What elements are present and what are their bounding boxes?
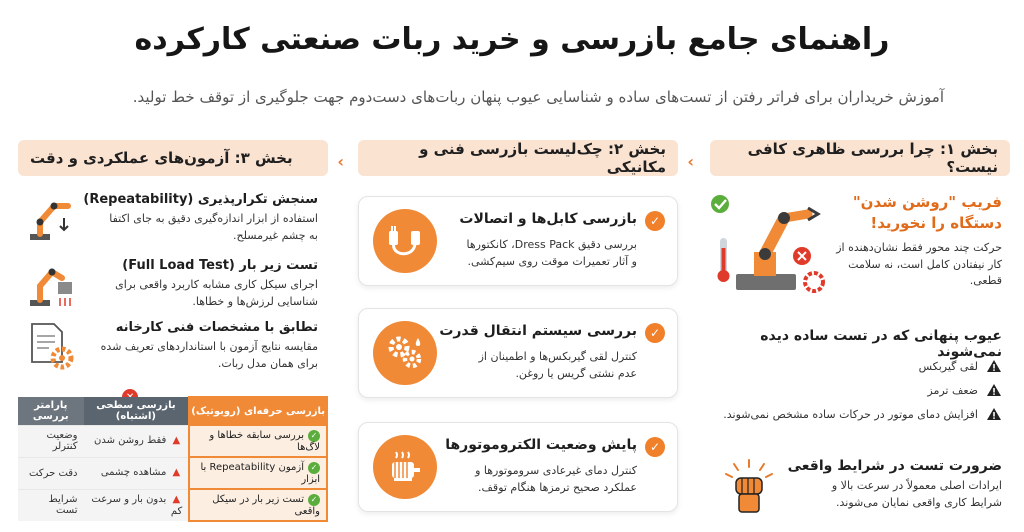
- check-icon: ✓: [308, 462, 320, 474]
- real-conditions-title: ضرورت تست در شرایط واقعی: [787, 458, 1002, 474]
- comparison-table: [18, 396, 328, 522]
- card-title: پایش وضعیت الکتروموتورها: [445, 437, 637, 453]
- table-cell-surface: [84, 425, 190, 457]
- table-cell-pro: [189, 489, 327, 521]
- check-icon: ✓: [645, 323, 665, 343]
- robot-arm-icon: [710, 192, 828, 302]
- cell-text: بدون بار و سرعت کم: [91, 493, 183, 517]
- warning-icon: ▲: [172, 493, 181, 505]
- card-title: بررسی سیستم انتقال قدرت: [439, 323, 637, 339]
- warning-icon: [986, 359, 1002, 373]
- cell-text: فقط روشن شدن: [93, 435, 167, 446]
- test-title: سنجش تکرارپذیری (Repeatability): [83, 192, 318, 207]
- checklist-card-transmission: [358, 308, 678, 398]
- table-row: [18, 489, 327, 521]
- hidden-defect-label: افزایش دمای موتور در حرکات ساده مشخص نمی‌شوند.: [723, 407, 978, 421]
- table-cell-param: دقت حرکت: [18, 457, 84, 489]
- deception-block: [710, 192, 1010, 302]
- column-header-surface: بازرسی سطحی (اشتباه): [84, 397, 190, 425]
- page-subtitle: آموزش خریداران برای فراتر رفتن از تست‌های ساده و شناسایی عیوب پنهان ربات‌های دست‌دوم جهت جلوگیری از توقف خط تولید.: [132, 88, 944, 106]
- hidden-defects-title: عیوب پنهانی که در تست ساده دیده نمی‌شوند: [760, 328, 1002, 360]
- robot-arm-icon: [24, 192, 76, 244]
- hidden-defect-label: لقی گیربکس: [918, 359, 978, 373]
- fist-icon: [720, 458, 778, 516]
- gears-icon: [373, 321, 437, 385]
- list-item: [712, 378, 1002, 402]
- section-performance-tests: [18, 140, 328, 532]
- real-conditions-text: ایرادات اصلی معمولاً در سرعت بالا و شرایط کاری واقعی نمایان می‌شوند.: [831, 479, 1002, 509]
- chevron-left-icon: ›: [687, 152, 694, 171]
- card-text: بررسی دقیق Dress Pack، کانکتورها و آثار تعمیرات موقت روی سیم‌کشی.: [466, 238, 637, 268]
- checklist-card-motors: [358, 422, 678, 512]
- cell-text: تست زیر بار در سیکل واقعی: [212, 493, 320, 517]
- check-icon: ✓: [645, 211, 665, 231]
- test-factory-spec: [18, 320, 328, 372]
- section-1-header: بخش ۱: چرا بررسی ظاهری کافی نیست؟: [710, 140, 1010, 176]
- list-item: [712, 402, 1002, 426]
- cell-text: آزمون Repeatability با ابزار: [200, 461, 320, 485]
- card-title: بازرسی کابل‌ها و اتصالات: [459, 211, 637, 227]
- table-header-row: [18, 397, 327, 425]
- check-icon: ✓: [308, 430, 320, 442]
- test-title: تطابق با مشخصات فنی کارخانه: [115, 320, 318, 335]
- test-title: تست زیر بار (Full Load Test): [122, 258, 318, 273]
- table-row: [18, 425, 327, 457]
- section-2-header: بخش ۲: چک‌لیست بازرسی فنی و مکانیکی: [358, 140, 678, 176]
- column-header-parameter: پارامتر بررسی: [18, 397, 84, 425]
- test-text: استفاده از ابزار اندازه‌گیری دقیق به جای اکتفا به چشم غیرمسلح.: [109, 212, 318, 242]
- test-text: اجرای سیکل کاری مشابه کاربرد واقعی برای شناسایی لرزش‌ها و خطاها.: [115, 278, 318, 308]
- section-3-header: بخش ۳: آزمون‌های عملکردی و دقت: [18, 140, 328, 176]
- test-full-load: [18, 258, 328, 310]
- column-header-professional: بازرسی حرفه‌ای (روبوتیک): [189, 397, 327, 425]
- table-row: [18, 457, 327, 489]
- document-gear-icon: [24, 320, 76, 372]
- page-title: راهنمای جامع بازرسی و خرید ربات صنعتی کارکرده: [134, 22, 890, 57]
- table-cell-surface: [84, 457, 190, 489]
- motor-icon: [373, 435, 437, 499]
- table-cell-pro: [189, 425, 327, 457]
- card-text: کنترل دمای غیرعادی سروموتورها و عملکرد صحیح ترمزها هنگام توقف.: [475, 464, 637, 494]
- warning-icon: ▲: [172, 435, 181, 446]
- cable-icon: [373, 209, 437, 273]
- check-icon: ✓: [308, 494, 320, 506]
- section-technical-checklist: [358, 140, 678, 532]
- cell-text: بررسی سابقه خطاها و لاگ‌ها: [209, 429, 320, 453]
- table-cell-param: شرایط تست: [18, 489, 84, 521]
- cell-text: مشاهده چشمی: [100, 467, 167, 478]
- checklist-card-cables: [358, 196, 678, 286]
- warning-icon: ▲: [172, 467, 181, 478]
- warning-icon: [986, 383, 1002, 397]
- hidden-defects-list: [712, 354, 1002, 426]
- hidden-defect-label: ضعف ترمز: [927, 383, 978, 397]
- table-cell-pro: [189, 457, 327, 489]
- test-text: مقایسه نتایج آزمون با استانداردهای تعریف شده برای همان مدل ربات.: [100, 340, 318, 370]
- deception-title: فریب "روشن شدن" دستگاه را نخورید!: [852, 193, 1002, 232]
- warning-icon: [986, 407, 1002, 421]
- section-visual-inspection: [710, 140, 1010, 532]
- deception-text: حرکت چند محور فقط نشان‌دهنده از کار نیفتادن کامل است، نه سلامت قطعی.: [836, 241, 1002, 287]
- robot-load-icon: [24, 258, 76, 310]
- table-cell-surface: [84, 489, 190, 521]
- test-repeatability: [18, 192, 328, 244]
- chevron-left-icon: ›: [337, 152, 344, 171]
- card-text: کنترل لقی گیربکس‌ها و اطمینان از عدم نشتی گریس یا روغن.: [478, 350, 637, 380]
- table-cell-param: وضعیت کنترلر: [18, 425, 84, 457]
- check-icon: ✓: [645, 437, 665, 457]
- list-item: [712, 354, 1002, 378]
